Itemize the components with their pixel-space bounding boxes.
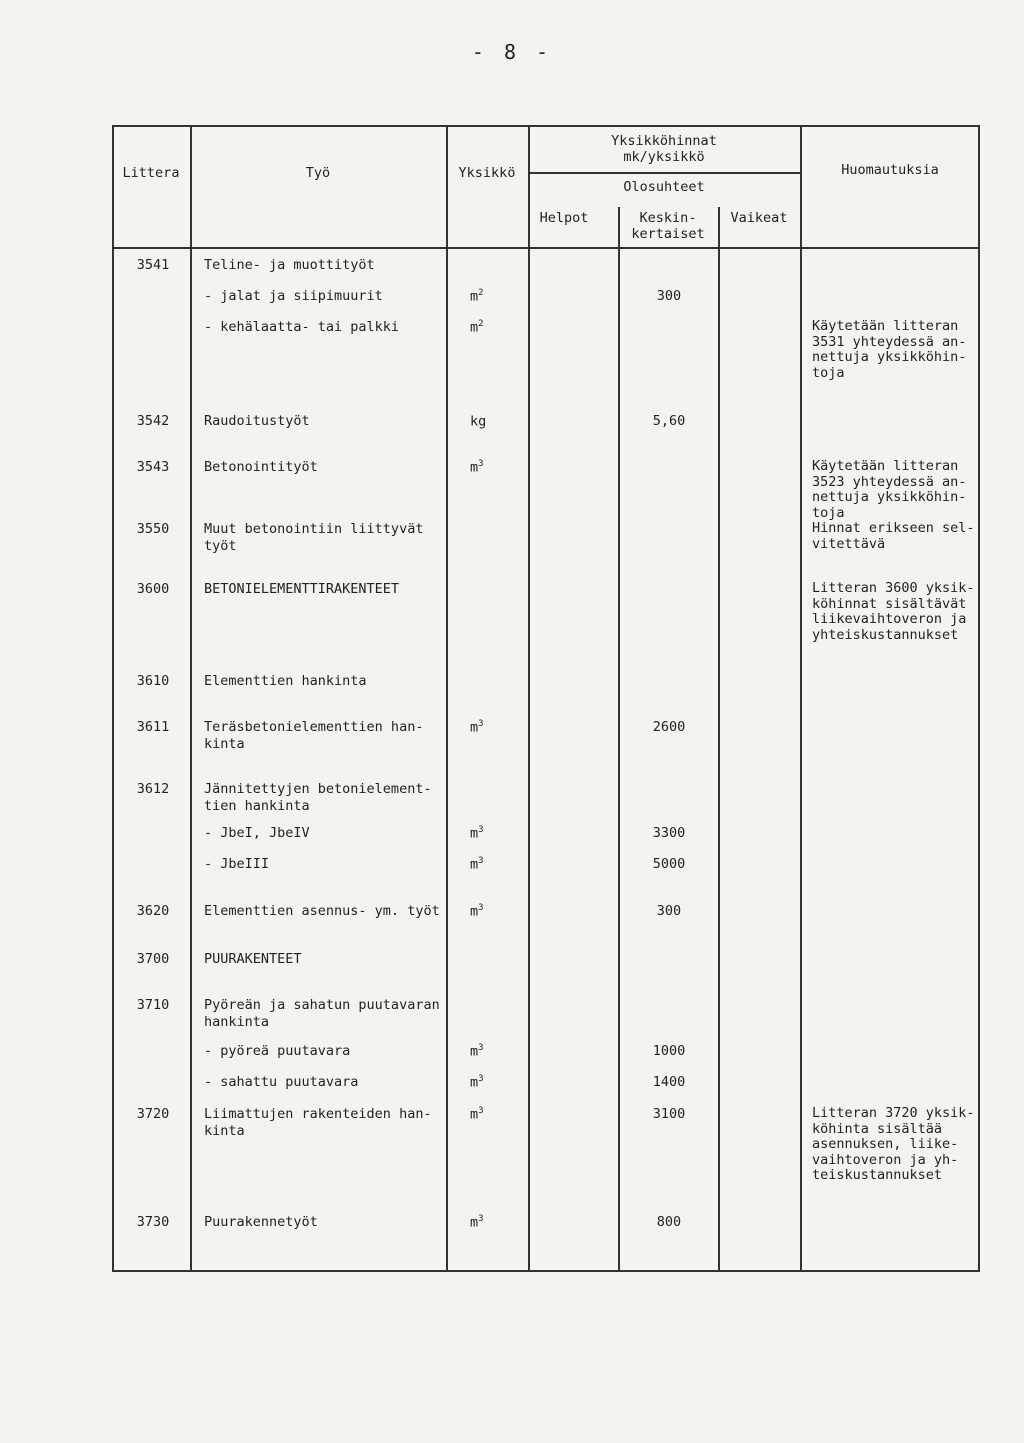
price-cell: 5,60 — [652, 413, 686, 429]
header-mk-yksikko: mk/yksikkö — [623, 149, 705, 165]
unit-base: kg — [470, 413, 487, 430]
header-yksikko: Yksikkö — [458, 165, 516, 181]
littera-cell: 3611 — [136, 719, 170, 735]
unit-exponent: 3 — [478, 1214, 484, 1224]
header-keskinkertaiset: Keskin- kertaiset — [631, 210, 705, 242]
work-cell: - sahattu puutavara — [204, 1074, 359, 1090]
unit-cell — [470, 903, 530, 920]
unit-cell — [470, 1043, 530, 1060]
work-cell: Jännitettyjen betonielement- tien hankinta — [204, 781, 432, 814]
unit-cell — [470, 1074, 530, 1091]
unit-cell — [470, 288, 530, 305]
unit-exponent: 3 — [478, 719, 484, 729]
col-divider — [190, 125, 192, 1272]
unit-exponent: 2 — [478, 319, 484, 329]
price-cell: 5000 — [652, 856, 686, 872]
note-cell: Hinnat erikseen sel- vitettävä — [812, 520, 975, 552]
price-cell: 300 — [656, 288, 682, 304]
page-number: - 8 - — [471, 40, 553, 64]
price-cell: 300 — [656, 903, 682, 919]
work-cell: Teline- ja muottityöt — [204, 257, 375, 273]
work-cell: Elementtien asennus- ym. työt — [204, 903, 440, 919]
work-cell: - kehälaatta- tai palkki — [204, 319, 400, 335]
littera-cell: 3610 — [136, 673, 170, 689]
work-cell: Teräsbetonielementtien han- kinta — [204, 719, 424, 752]
unit-base: m — [470, 719, 479, 736]
col-divider — [718, 207, 720, 1272]
work-cell: Puurakennetyöt — [204, 1214, 318, 1230]
unit-cell — [470, 459, 530, 476]
header-olosuhteet: Olosuhteet — [623, 179, 705, 195]
header-vaikeat: Vaikeat — [730, 210, 788, 226]
price-cell: 2600 — [652, 719, 686, 735]
unit-cell — [470, 825, 530, 842]
unit-base: m — [470, 1106, 479, 1123]
price-cell: 3300 — [652, 825, 686, 841]
note-cell: Käytetään litteran 3531 yhteydessä an- nettuja yksikköhin- toja — [812, 318, 967, 381]
note-cell: Litteran 3720 yksik- köhinta sisältää asennuksen, liike- vaihtoveron ja yh- teiskustannukset — [812, 1105, 975, 1183]
unit-exponent: 3 — [478, 1074, 484, 1084]
littera-cell: 3720 — [136, 1106, 170, 1122]
work-cell: BETONIELEMENTTIRAKENTEET — [204, 581, 400, 597]
price-cell: 1400 — [652, 1074, 686, 1090]
header-helpot: Helpot — [539, 210, 589, 226]
header-yksikkohinnat: Yksikköhinnat — [611, 133, 717, 149]
header-littera: Littera — [122, 165, 180, 181]
unit-base: m — [470, 1074, 479, 1091]
unit-base: m — [470, 459, 479, 476]
unit-base: m — [470, 856, 479, 873]
work-cell: Liimattujen rakenteiden han- kinta — [204, 1106, 432, 1139]
work-cell: Betonointityöt — [204, 459, 318, 475]
col-divider — [618, 207, 620, 1272]
unit-base: m — [470, 319, 479, 336]
unit-cell — [470, 1214, 530, 1231]
unit-exponent: 3 — [478, 903, 484, 913]
littera-cell: 3541 — [136, 257, 170, 273]
littera-cell: 3542 — [136, 413, 170, 429]
header-tyo: Työ — [305, 165, 331, 181]
work-cell: Raudoitustyöt — [204, 413, 310, 429]
unit-base: m — [470, 1214, 479, 1231]
unit-exponent: 3 — [478, 1106, 484, 1116]
littera-cell: 3710 — [136, 997, 170, 1013]
unit-cell — [470, 719, 530, 736]
price-cell: 800 — [656, 1214, 682, 1230]
unit-base: m — [470, 825, 479, 842]
note-cell: Litteran 3600 yksik- köhinnat sisältävät liikevaihtoveron ja yhteiskustannukset — [812, 580, 975, 643]
unit-exponent: 3 — [478, 459, 484, 469]
work-cell: - JbeIII — [204, 856, 270, 872]
work-cell: - JbeI, JbeIV — [204, 825, 310, 841]
work-cell: PUURAKENTEET — [204, 951, 302, 967]
work-cell: - jalat ja siipimuurit — [204, 288, 383, 304]
unit-base: m — [470, 903, 479, 920]
littera-cell: 3612 — [136, 781, 170, 797]
work-cell: Pyöreän ja sahatun puutavaran hankinta — [204, 997, 440, 1030]
unit-exponent: 3 — [478, 825, 484, 835]
price-cell: 3100 — [652, 1106, 686, 1122]
price-cell: 1000 — [652, 1043, 686, 1059]
littera-cell: 3730 — [136, 1214, 170, 1230]
unit-exponent: 3 — [478, 1043, 484, 1053]
unit-cell — [470, 856, 530, 873]
littera-cell: 3543 — [136, 459, 170, 475]
unit-cell — [470, 413, 530, 430]
unit-exponent: 3 — [478, 856, 484, 866]
header-huomautuksia: Huomautuksia — [841, 162, 939, 178]
header-divider — [112, 247, 980, 249]
work-cell: Elementtien hankinta — [204, 673, 367, 689]
col-divider — [800, 125, 802, 1272]
work-cell: - pyöreä puutavara — [204, 1043, 351, 1059]
work-cell: Muut betonointiin liittyvät työt — [204, 521, 424, 554]
unit-base: m — [470, 288, 479, 305]
unit-cell — [470, 1106, 530, 1123]
note-cell: Käytetään litteran 3523 yhteydessä an- nettuja yksikköhin- toja — [812, 458, 967, 521]
unit-base: m — [470, 1043, 479, 1060]
unit-cell — [470, 319, 530, 336]
littera-cell: 3620 — [136, 903, 170, 919]
unit-exponent: 2 — [478, 288, 484, 298]
littera-cell: 3700 — [136, 951, 170, 967]
littera-cell: 3600 — [136, 581, 170, 597]
littera-cell: 3550 — [136, 521, 170, 537]
header-divider — [528, 172, 800, 174]
